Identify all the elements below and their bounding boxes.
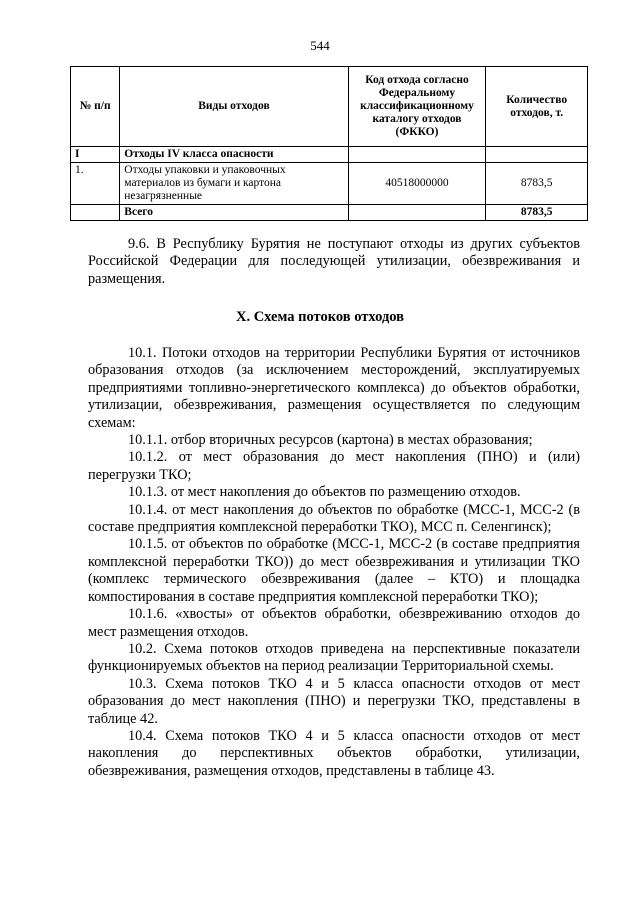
paragraph: 10.2. Схема потоков отходов приведена на перспективные показатели функционируемых объектов на период реализации Территориальной схемы. — [88, 640, 580, 675]
header-type: Виды отходов — [120, 67, 348, 147]
table-total-row — [71, 205, 588, 221]
total-label: Всего — [120, 205, 348, 221]
paragraph: 10.1.1. отбор вторичных ресурсов (картона) в местах образования; — [128, 432, 533, 449]
paragraph-9-6: 9.6. В Республику Бурятия не поступают отходы из других субъектов Российской Федерации для последующей утилизации, обезвреживания и размещения. — [88, 236, 580, 287]
paragraph: 10.1.4. от мест накопления до объектов по обработке (МСС-1, МСС-2 (в составе предприятия комплексной переработки ТКО), МСС п. Селенгинск); — [88, 501, 580, 536]
section-heading: X. Схема потоков отходов — [235, 309, 405, 325]
header-code: Код отхода согласно Федеральному классификационному каталогу отходов (ФККО) — [348, 67, 486, 147]
section-code — [348, 147, 486, 163]
section-qty — [486, 147, 588, 163]
section-type: Отходы IV класса опасности — [120, 147, 348, 163]
total-num — [71, 205, 120, 221]
total-code — [348, 205, 486, 221]
table-row — [71, 163, 588, 205]
paragraph: 10.1. Потоки отходов на территории Республики Бурятия от источников образования отходов (за исключением месторождений, эксплуатируемых предприятиями топливно-энергетического комплекса) до объектов обработки, утилизации, обезвреживания, размещения осуществляется по следующим схемам: — [88, 345, 580, 431]
paragraph-9-6-block — [88, 236, 580, 288]
header-qty: Количество отходов, т. — [486, 67, 588, 147]
row-qty: 8783,5 — [486, 163, 588, 205]
row-type: Отходы упаковки и упаковочных материалов из бумаги и картона незагрязненные — [120, 163, 348, 205]
body-text — [88, 345, 580, 780]
paragraph: 10.1.3. от мест накопления до объектов по размещению отходов. — [128, 484, 521, 501]
page-number: 544 — [310, 38, 330, 53]
paragraph: 10.3. Схема потоков ТКО 4 и 5 класса опасности отходов от мест образования до мест накопления (ПНО) и перегрузки ТКО, представлены в таблице 42. — [88, 675, 580, 727]
waste-table — [70, 66, 588, 221]
paragraph: 10.1.5. от объектов по обработке (МСС-1, МСС-2 (в составе предприятия комплексной переработки ТКО)) до мест обезвреживания и утилизации ТКО (комплекс термического обезвреживания (далее – КТО) и площадка компостирования в составе предприятия комплексной переработки ТКО); — [88, 536, 580, 605]
paragraph: 10.1.6. «хвосты» от объектов обработки, обезвреживанию отходов до мест размещения отходов. — [88, 606, 580, 640]
row-code: 40518000000 — [348, 163, 486, 205]
table-section-row — [71, 147, 588, 163]
section-num: I — [71, 147, 120, 163]
paragraph: 10.1.2. от мест образования до мест накопления (ПНО) и (или) перегрузки ТКО; — [88, 449, 580, 483]
row-num: 1. — [71, 163, 120, 205]
total-qty: 8783,5 — [486, 205, 588, 221]
header-num: № п/п — [71, 67, 120, 147]
paragraph: 10.4. Схема потоков ТКО 4 и 5 класса опасности отходов от мест накопления до перспективных объектов обработки, утилизации, обезвреживания, размещения отходов, представлены в таблице 43. — [88, 727, 580, 779]
table-header-row — [71, 67, 588, 147]
